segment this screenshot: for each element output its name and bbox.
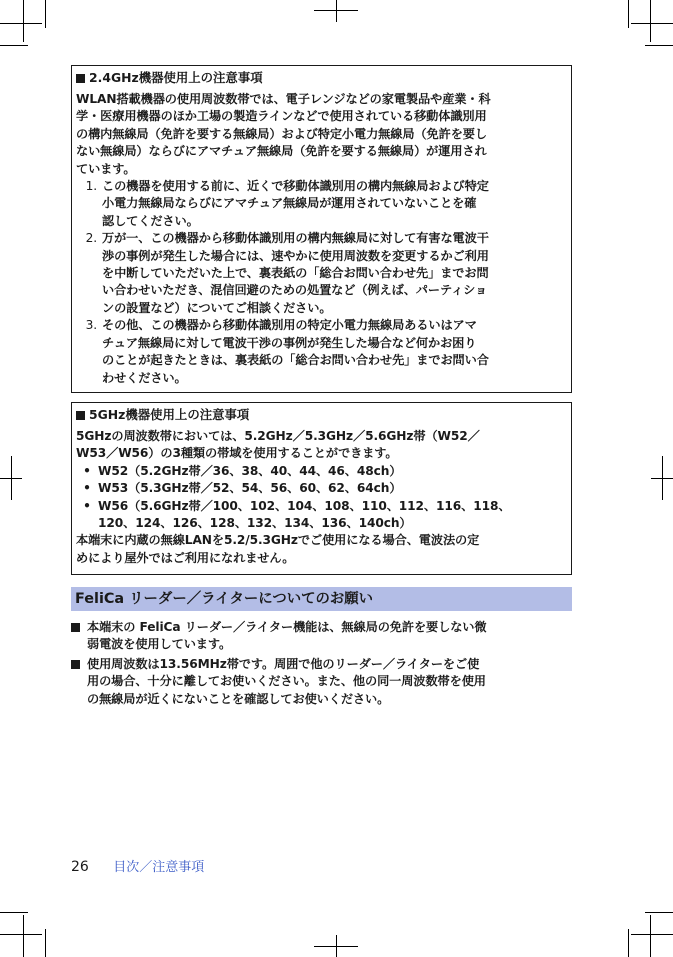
text-line: W53（5.3GHz帯／52、54、56、60、62、64ch） (98, 481, 402, 496)
text-line: わせください。 (102, 370, 187, 385)
text-line: のことが起きたときは、裏表紙の「総合お問い合わせ先」までお問い合 (102, 353, 489, 368)
dot-bullet-icon: • (83, 481, 91, 496)
item-number: 2. (85, 231, 97, 246)
text-line: の構内無線局（免許を要する無線局）および特定小電力無線局（免許を要し (76, 126, 487, 141)
wifi24-notice-box (71, 65, 572, 393)
list-item (71, 619, 576, 654)
dot-bullet-icon: • (83, 498, 91, 513)
text-line: WLAN搭載機器の使用周波数帯では、電子レンジなどの家電製品や産業・科 (76, 92, 491, 106)
wifi5-outro (76, 532, 568, 567)
wifi24-intro (76, 91, 568, 178)
felica-section-heading: FeliCa リーダー／ライターについてのお願い (71, 587, 572, 611)
page-footer (71, 856, 204, 875)
text-line: チュア無線局に対して電波干渉の事例が発生した場合など何かお困り (102, 335, 477, 350)
text-line: 渉の事例が発生した場合には、速やかに使用周波数を変更するかご利用 (102, 248, 489, 263)
text-line: ンの設置など）についてご相談ください。 (102, 300, 332, 315)
list-item (76, 480, 568, 497)
list-item (76, 498, 568, 533)
wifi5-title (76, 407, 568, 423)
wifi5-title-text: 5GHz機器使用上の注意事項 (89, 407, 250, 422)
page-number: 26 (71, 859, 89, 875)
felica-notes (71, 619, 576, 710)
list-item (76, 230, 568, 317)
square-bullet-icon (71, 660, 80, 669)
text-line: その他、この機器から移動体識別用の特定小電力無線局あるいはアマ (102, 318, 477, 333)
text-line: 本端末の FeliCa リーダー／ライター機能は、無線局の免許を要しない微 (87, 620, 487, 634)
list-item (71, 656, 576, 708)
wifi24-title-text: 2.4GHz機器使用上の注意事項 (89, 70, 263, 85)
text-line: めにより屋外ではご利用になれません。 (76, 550, 295, 565)
text-line: 万が一、この機器から移動体識別用の構内無線局に対して有害な電波干 (102, 231, 489, 246)
list-item (76, 463, 568, 480)
text-line: W56（5.6GHz帯／100、102、104、108、110、112、116、118、 (98, 498, 511, 513)
text-line: 認してください。 (102, 213, 199, 228)
toc-link[interactable]: 目次／注意事項 (113, 860, 205, 875)
square-bullet-icon (76, 74, 85, 83)
dot-bullet-icon: • (83, 463, 91, 478)
item-number: 3. (85, 318, 97, 333)
text-line: 弱電波を使用しています。 (87, 637, 232, 652)
square-bullet-icon (76, 411, 85, 420)
text-line: 学・医療用機器のほか工場の製造ラインなどで使用されている移動体識別用 (76, 109, 487, 124)
item-number: 1. (85, 179, 97, 194)
wifi5-notice-box (71, 402, 572, 575)
text-line: い合わせいただき、混信回避のための処置など（例えば、パーティショ (102, 283, 488, 298)
wifi24-title (76, 70, 568, 86)
text-line: 小電力無線局ならびにアマチュア無線局が運用されていないことを確 (102, 196, 477, 211)
list-item (76, 317, 568, 387)
text-line: 用の場合、十分に離してお使いください。また、他の同一周波数帯を使用 (87, 674, 486, 689)
text-line: ています。 (76, 161, 136, 176)
text-line: この機器を使用する前に、近くで移動体識別用の構内無線局および特定 (102, 179, 489, 194)
text-line: 本端末に内蔵の無線LANを5.2/5.3GHzでご使用になる場合、電波法の定 (76, 533, 480, 548)
square-bullet-icon (71, 623, 80, 632)
text-line: を中断していただいた上で、裏表紙の「総合お問い合わせ先」までお問 (102, 266, 489, 281)
text-line: W52（5.2GHz帯／36、38、40、44、46、48ch） (98, 463, 402, 478)
text-line: ない無線局）ならびにアマチュア無線局（免許を要する無線局）が運用され (76, 144, 487, 159)
text-line: 使用周波数は13.56MHz帯です。周囲で他のリーダー／ライターをご使 (87, 656, 480, 671)
text-line: 120、124、126、128、132、134、136、140ch） (98, 516, 412, 531)
text-line: 5GHzの周波数帯においては、5.2GHz／5.3GHz／5.6GHz帯（W52／ (76, 429, 480, 443)
list-item (76, 178, 568, 230)
text-line: の無線局が近くにないことを確認してお使いください。 (87, 691, 390, 706)
wifi5-intro (76, 428, 568, 463)
text-line: W53／W56）の3種類の帯域を使用することができます。 (76, 446, 398, 461)
